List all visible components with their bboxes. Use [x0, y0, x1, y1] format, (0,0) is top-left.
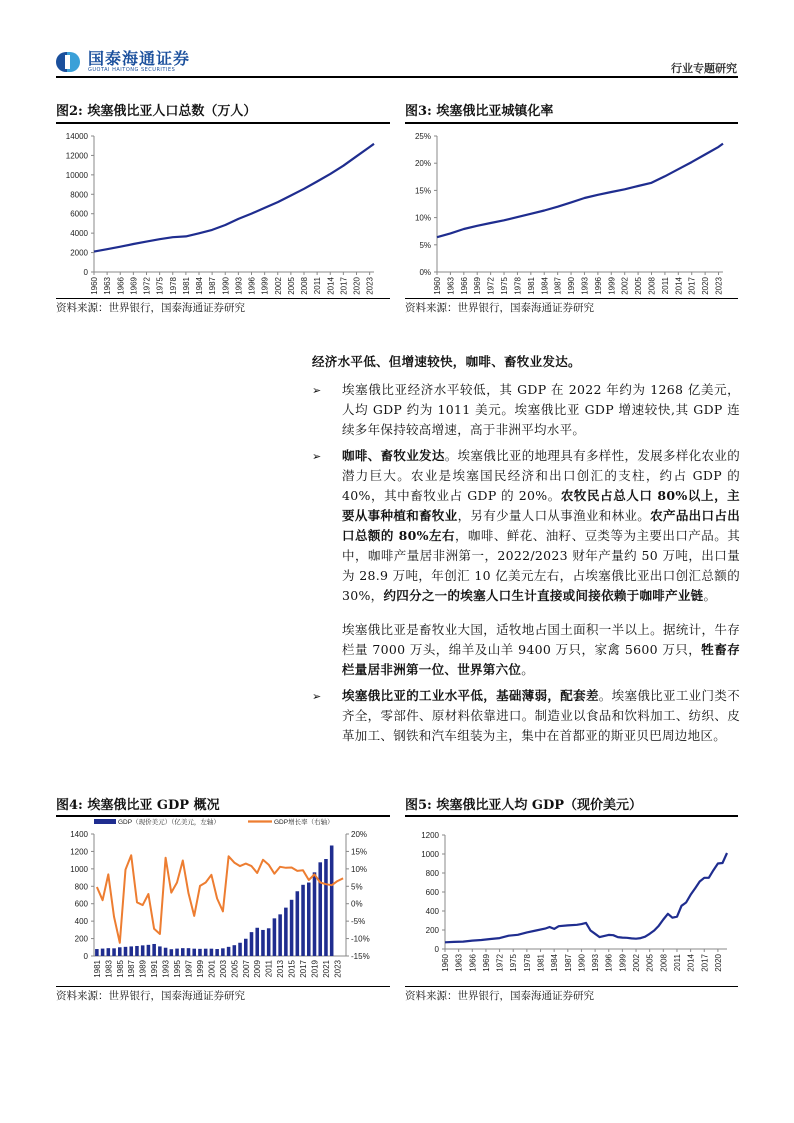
bold-text: 农产品出口占出口总额的 80%左右	[342, 508, 740, 543]
y-left-tick-label: 400	[74, 917, 88, 927]
gdp-bar	[175, 949, 179, 956]
x-tick-label: 2014	[686, 954, 696, 972]
x-tick-label: 2008	[300, 277, 309, 295]
y-right-tick-label: -15%	[351, 952, 370, 961]
y-tick-label: 5%	[419, 240, 431, 250]
x-tick-label: 1993	[234, 277, 244, 295]
x-tick-label: 1975	[509, 954, 519, 972]
x-tick-label: 2011	[264, 960, 274, 978]
x-tick-label: 1975	[500, 277, 510, 295]
x-tick-label: 2011	[660, 277, 670, 295]
y-left-tick-label: 1400	[70, 830, 88, 839]
x-tick-label: 1987	[208, 277, 218, 295]
y-left-tick-label: 200	[74, 934, 88, 944]
header-divider	[56, 76, 738, 78]
gdp-bar	[152, 944, 156, 956]
gdp-bar	[290, 900, 294, 956]
gdp-bar	[181, 948, 185, 956]
y-tick-label: 12000	[65, 151, 88, 161]
figure-2-title-rule	[56, 122, 390, 124]
gdp-bar	[147, 945, 151, 956]
gdp-bar	[261, 930, 265, 956]
gdp-bar	[210, 949, 214, 956]
x-tick-label: 1969	[481, 954, 491, 972]
logo-name-cn: 国泰海通证券	[88, 49, 191, 68]
legend-swatch-bar	[94, 819, 116, 824]
y-tick-label: 400	[425, 907, 439, 916]
y-tick-label: 10000	[65, 170, 88, 180]
y-tick-label: 800	[425, 869, 439, 878]
x-tick-label: 1981	[92, 960, 102, 978]
gdp-bar	[198, 949, 202, 956]
gdp-bar	[124, 947, 128, 956]
x-tick-label: 1969	[129, 277, 139, 295]
x-tick-label: 1966	[468, 954, 478, 972]
bullet-icon: ➢	[312, 450, 322, 463]
y-tick-label: 14000	[65, 132, 88, 141]
gdp-bar	[170, 949, 174, 956]
x-tick-label: 2009	[253, 960, 263, 978]
x-tick-label: 1991	[150, 960, 160, 978]
y-left-tick-label: 600	[74, 899, 88, 909]
gdp-bar	[118, 947, 122, 956]
x-tick-label: 2023	[714, 277, 724, 295]
figure-4-title: 图4: 埃塞俄比亚 GDP 概况	[56, 798, 220, 813]
x-tick-label: 1989	[138, 960, 148, 978]
x-tick-label: 1966	[459, 277, 469, 295]
gdp-bar	[101, 949, 105, 956]
x-tick-label: 2002	[632, 954, 642, 972]
x-tick-label: 1984	[195, 277, 204, 295]
x-tick-label: 2013	[276, 960, 286, 978]
gdp-bar	[95, 949, 99, 956]
company-logo	[56, 50, 190, 73]
x-tick-label: 2020	[701, 277, 711, 295]
y-left-tick-label: 0	[83, 952, 88, 961]
growth-line	[97, 855, 343, 943]
x-tick-label: 2021	[321, 960, 331, 978]
x-tick-label: 1960	[441, 954, 450, 972]
figure-2-source-rule	[56, 298, 390, 299]
y-left-tick-label: 1000	[70, 864, 88, 874]
logo-name-en: GUOTAI HAITONG SECURITIES	[88, 67, 176, 73]
x-tick-label: 1996	[247, 277, 257, 295]
section-heading: 经济水平低、但增速较快，咖啡、畜牧业发达。	[312, 354, 581, 369]
gdp-bar	[164, 948, 168, 956]
bullet-icon: ➢	[312, 384, 322, 397]
logo-icon	[56, 52, 80, 72]
y-right-tick-label: 15%	[351, 847, 368, 857]
x-tick-label: 1960	[90, 277, 99, 295]
figure-3-title-rule	[405, 122, 738, 124]
figure-2-title: 图2: 埃塞俄比亚人口总数（万人）	[56, 104, 257, 119]
x-tick-label: 2017	[687, 277, 697, 295]
x-tick-label: 1999	[618, 954, 628, 972]
x-tick-label: 2002	[273, 277, 283, 295]
x-tick-label: 2020	[713, 954, 723, 972]
x-tick-label: 2011	[672, 954, 682, 972]
y-tick-label: 0	[434, 945, 439, 954]
paragraph-industry	[342, 686, 740, 746]
y-right-tick-label: 5%	[351, 882, 363, 892]
x-tick-label: 2023	[365, 277, 375, 295]
y-tick-label: 200	[425, 926, 439, 935]
x-tick-label: 2011	[313, 277, 323, 295]
gdp-bar	[318, 862, 322, 956]
y-right-tick-label: 20%	[351, 830, 368, 839]
text-span: 。埃塞俄比亚工业门类不齐全，零部件、原材料依靠进口。制造业以食品和饮料加工、纺织、皮革加工、钢铁和汽车组装为主，集中在首都亚的斯亚贝巴周边地区。	[342, 688, 740, 743]
x-tick-label: 1999	[260, 277, 270, 295]
gdp-bar	[244, 939, 248, 956]
gdp-bar	[255, 928, 259, 956]
x-tick-label: 1978	[513, 277, 523, 295]
x-tick-label: 2017	[299, 960, 309, 978]
x-tick-label: 1993	[161, 960, 171, 978]
x-tick-label: 2008	[647, 277, 657, 295]
gdp-bar	[313, 872, 317, 956]
y-tick-label: 20%	[414, 159, 431, 169]
x-tick-label: 1963	[454, 954, 464, 972]
x-tick-label: 1999	[195, 960, 205, 978]
bold-text: 农牧民占总人口 80%以上，主要从事种植和畜牧业	[342, 488, 740, 523]
x-tick-label: 1963	[103, 277, 113, 295]
text-span: ，咖啡、鲜花、油籽、豆类等为主要出口产品。其中，咖啡产量居非洲第一，2022/2023 财年产量约 50 万吨，出口量为 28.9 万吨，年创汇 10 亿美元左右，占埃塞俄比亚出口创汇总额的 30%，	[342, 528, 741, 603]
x-tick-label: 1987	[553, 277, 563, 295]
x-tick-label: 2002	[620, 277, 630, 295]
x-tick-label: 1985	[115, 960, 125, 978]
x-tick-label: 2005	[286, 277, 296, 295]
gdp-bar	[135, 946, 139, 956]
x-tick-label: 2020	[352, 277, 362, 295]
x-tick-label: 1978	[168, 277, 178, 295]
gdp-bar	[330, 846, 334, 956]
y-left-tick-label: 800	[74, 882, 88, 892]
text-span: ，另有少量人口从事渔业和林业。	[457, 508, 651, 523]
text-span: 。	[703, 588, 717, 603]
text-span: 。埃塞俄比亚的地理具有多样性，发展多样化农业的潜力巨大。农业是埃塞国民经济和出口创汇的支柱，约占 GDP 的 40%，其中畜牧业占 GDP 的 20%。	[342, 448, 740, 503]
y-tick-label: 2000	[70, 248, 88, 258]
x-tick-label: 1993	[591, 954, 601, 972]
x-tick-label: 1981	[536, 954, 546, 972]
text-span: 埃塞俄比亚是畜牧业大国，适牧地占国土面积一半以上。据统计，牛存栏量 7000 万头，绵羊及山羊 9400 万只，家禽 5600 万只，	[342, 622, 740, 657]
bold-text: 牲畜存栏量居非洲第一位、世界第六位	[342, 642, 740, 677]
report-section-label: 行业专题研究	[671, 62, 737, 75]
y-tick-label: 8000	[70, 190, 88, 200]
x-tick-label: 1960	[433, 277, 442, 295]
gdp-bar	[192, 949, 196, 956]
legend-label-gdp: GDP（现价美元）（亿美元，左轴）	[118, 819, 220, 826]
figure-5-chart	[405, 817, 738, 985]
gdp-bar	[284, 908, 288, 956]
gdp-bar	[233, 945, 237, 956]
gdp-bar	[301, 885, 305, 956]
x-tick-label: 1975	[155, 277, 165, 295]
y-right-tick-label: -10%	[351, 934, 370, 944]
gdp-bar	[141, 945, 145, 956]
x-tick-label: 1981	[181, 277, 191, 295]
x-tick-label: 1987	[127, 960, 137, 978]
y-tick-label: 0	[83, 268, 88, 277]
y-tick-label: 1200	[421, 831, 439, 840]
x-tick-label: 1997	[184, 960, 194, 978]
x-tick-label: 2001	[207, 960, 217, 978]
gdp-bar	[227, 947, 231, 956]
figure-2-source: 资料来源：世界银行，国泰海通证券研究	[56, 302, 245, 314]
figure-2-chart	[56, 126, 390, 296]
gdp-bar	[215, 949, 219, 956]
y-tick-label: 15%	[414, 186, 431, 196]
y-right-tick-label: 10%	[351, 864, 368, 874]
figure-3-title: 图3: 埃塞俄比亚城镇化率	[405, 104, 554, 119]
x-tick-label: 1995	[173, 960, 183, 978]
y-right-tick-label: -5%	[351, 917, 366, 927]
x-tick-label: 1990	[221, 277, 231, 295]
figure-3-chart	[405, 126, 738, 296]
x-tick-label: 2007	[241, 960, 251, 978]
y-tick-label: 25%	[414, 132, 431, 141]
figure-4-source: 资料来源：世界银行，国泰海通证券研究	[56, 990, 245, 1002]
x-tick-label: 1978	[522, 954, 532, 972]
legend-label-growth: GDP增长率（右轴）	[274, 819, 334, 826]
gdp-bar	[129, 946, 133, 956]
x-tick-label: 1987	[563, 954, 573, 972]
y-right-tick-label: 0%	[351, 899, 363, 909]
paragraph-economy: 埃塞俄比亚经济水平较低，其 GDP 在 2022 年约为 1268 亿美元，人均 GDP 约为 1011 美元。埃塞俄比亚 GDP 增速较快,其 GDP 连续多年保持较高增速，高于非洲平均水平。	[342, 382, 740, 437]
x-tick-label: 2014	[326, 277, 336, 295]
x-tick-label: 2014	[674, 277, 684, 295]
bold-text: 埃塞俄比亚的工业水平低，基础薄弱，配套差	[342, 688, 599, 703]
gdp-bar	[107, 948, 111, 956]
y-tick-label: 4000	[70, 229, 88, 239]
gdp-bar	[112, 948, 116, 956]
x-tick-label: 2005	[230, 960, 240, 978]
gdp-bar	[221, 948, 225, 956]
figure-4-chart	[56, 817, 390, 985]
x-tick-label: 2023	[333, 960, 343, 978]
gdp-bar	[278, 914, 282, 956]
x-tick-label: 1984	[550, 954, 560, 972]
x-tick-label: 2017	[339, 277, 349, 295]
paragraph-livestock	[342, 620, 740, 680]
gdp-bar	[273, 918, 277, 956]
gdp-bar	[204, 949, 208, 956]
x-tick-label: 1993	[580, 277, 590, 295]
figure-3-source-rule	[405, 298, 738, 299]
figure-3-source: 资料来源：世界银行，国泰海通证券研究	[405, 302, 594, 314]
bullet-icon: ➢	[312, 690, 322, 703]
x-tick-label: 1969	[473, 277, 483, 295]
series-line	[437, 144, 723, 238]
x-tick-label: 1972	[495, 954, 505, 972]
x-tick-label: 2005	[634, 277, 644, 295]
x-tick-label: 2019	[310, 960, 320, 978]
figure-5-source: 资料来源：世界银行，国泰海通证券研究	[405, 990, 594, 1002]
figure-5-title: 图5: 埃塞俄比亚人均 GDP（现价美元）	[405, 798, 643, 813]
figure-4-source-rule	[56, 986, 390, 987]
gdp-bar	[158, 946, 162, 956]
y-tick-label: 6000	[70, 209, 88, 219]
x-tick-label: 2008	[659, 954, 669, 972]
gdp-bar	[307, 883, 311, 956]
x-tick-label: 1990	[577, 954, 587, 972]
bold-text: 约四分之一的埃塞人口生计直接或间接依赖于咖啡产业链	[383, 588, 704, 603]
gdp-bar	[324, 859, 328, 956]
y-tick-label: 600	[425, 888, 439, 897]
x-tick-label: 2003	[218, 960, 228, 978]
x-tick-label: 1972	[486, 277, 496, 295]
gdp-bar	[250, 932, 254, 956]
x-tick-label: 1966	[116, 277, 126, 295]
x-tick-label: 1981	[526, 277, 536, 295]
x-tick-label: 1990	[567, 277, 577, 295]
paragraph-agriculture	[342, 446, 740, 606]
y-tick-label: 10%	[414, 213, 431, 223]
figure-5-source-rule	[405, 986, 738, 987]
gdp-bar	[267, 928, 271, 956]
x-tick-label: 1983	[104, 960, 114, 978]
series-line	[445, 853, 727, 942]
y-left-tick-label: 1200	[70, 847, 88, 857]
x-tick-label: 1996	[604, 954, 614, 972]
x-tick-label: 1984	[540, 277, 550, 295]
x-tick-label: 1963	[446, 277, 456, 295]
series-line	[94, 144, 374, 252]
x-tick-label: 2017	[700, 954, 710, 972]
text-span: 。	[521, 662, 535, 677]
gdp-bar	[238, 943, 242, 956]
x-tick-label: 1972	[142, 277, 152, 295]
x-tick-label: 2015	[287, 960, 297, 978]
x-tick-label: 1999	[607, 277, 617, 295]
gdp-bar	[187, 948, 191, 956]
y-tick-label: 1000	[421, 850, 439, 859]
x-tick-label: 1996	[593, 277, 603, 295]
bold-text: 咖啡、畜牧业发达	[342, 448, 445, 463]
gdp-bar	[296, 891, 300, 956]
x-tick-label: 2005	[645, 954, 655, 972]
y-tick-label: 0%	[419, 268, 431, 277]
